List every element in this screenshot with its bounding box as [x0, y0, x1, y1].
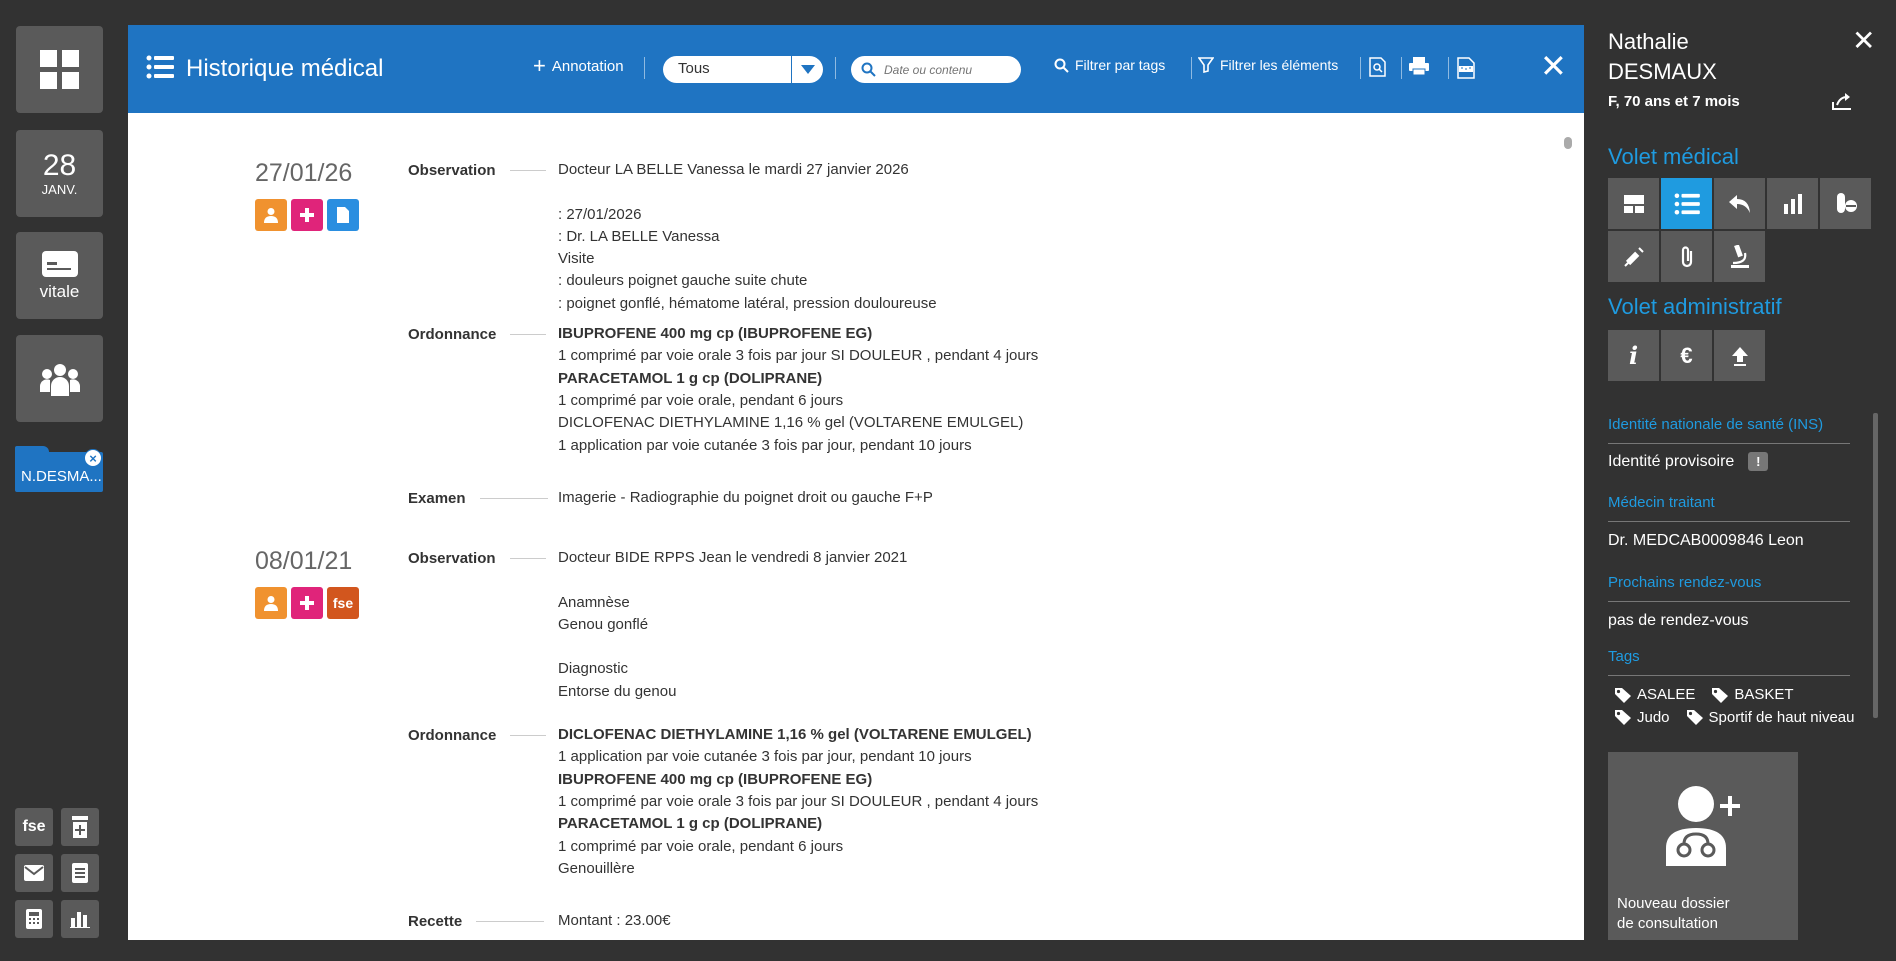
ins-row: [1608, 452, 1768, 471]
upload-arrow-icon: [1731, 346, 1749, 366]
close-patient-tab-icon[interactable]: ×: [84, 449, 102, 467]
filter-tags-label: Filtrer par tags: [1075, 57, 1166, 73]
divider: [480, 498, 548, 499]
content-line: DICLOFENAC DIETHYLAMINE 1,16 % gel (VOLTARENE EMULGEL): [558, 414, 1024, 432]
volet-administratif-title: Volet administratif: [1608, 294, 1782, 319]
list-icon: [1674, 193, 1700, 215]
tag-item[interactable]: [1614, 709, 1670, 727]
patient-panel: [1596, 0, 1896, 961]
section-label: Ordonnance: [408, 326, 546, 343]
annotation-label: Annotation: [551, 57, 624, 75]
history-button[interactable]: [1661, 178, 1712, 229]
content-line: Genouillère: [558, 859, 635, 877]
close-icon[interactable]: ✕: [1852, 25, 1876, 56]
tag-label: ASALEE: [1637, 686, 1696, 704]
content-line: Imagerie - Radiographie du poignet droit ou gauche F+P: [558, 488, 933, 506]
content-line: 1 comprimé par voie orale 3 fois par jour SI DOULEUR , pendant 4 jours: [558, 347, 1039, 365]
filter-elements-button[interactable]: [1198, 57, 1338, 73]
patients-button[interactable]: [16, 335, 103, 422]
documents-button[interactable]: [61, 854, 99, 892]
plus-icon[interactable]: [291, 587, 323, 619]
divider: [1608, 675, 1850, 676]
content-line: Montant : 23.00€: [558, 912, 671, 930]
content-line: PARACETAMOL 1 g cp (DOLIPRANE): [558, 369, 823, 387]
entry-icons: [255, 587, 359, 619]
agenda-date-button[interactable]: [16, 130, 103, 217]
history-timeline: [128, 113, 1584, 940]
tag-icon: [1614, 687, 1632, 703]
content-line: IBUPROFENE 400 mg cp (IBUPROFENE EG): [558, 770, 873, 788]
divider: [1191, 57, 1192, 79]
funnel-icon: [1198, 57, 1214, 73]
content-line: : Dr. LA BELLE Vanessa: [558, 227, 720, 245]
reply-icon: [1728, 194, 1752, 214]
vitale-label: vitale: [39, 281, 80, 301]
page-title: Historique médical: [186, 55, 384, 82]
grid-icon: [40, 50, 80, 90]
lab-button[interactable]: [1714, 231, 1765, 282]
tag-icon: [1614, 709, 1632, 725]
consultation-layout-button[interactable]: [1608, 178, 1659, 229]
filter-tags-button[interactable]: [1054, 57, 1165, 73]
search-icon: [861, 62, 876, 77]
document-list-icon: [72, 863, 88, 883]
divider: [1401, 57, 1402, 79]
section-content: [558, 547, 907, 703]
section-content: [558, 724, 1038, 880]
medecin-value: Dr. MEDCAB0009846 Leon: [1608, 532, 1804, 549]
filter-elements-label: Filtrer les éléments: [1220, 57, 1339, 73]
pdf-icon: [1456, 57, 1476, 79]
treatments-button[interactable]: [1820, 178, 1871, 229]
fse-button[interactable]: [15, 808, 53, 846]
content-line: DICLOFENAC DIETHYLAMINE 1,16 % gel (VOLTARENE EMULGEL): [558, 726, 1032, 744]
euro-icon: €: [1680, 342, 1693, 368]
vitale-button[interactable]: [16, 232, 103, 319]
info-button[interactable]: [1608, 330, 1659, 381]
divider: [1608, 601, 1850, 602]
divider: [835, 57, 836, 79]
search-icon: [1054, 58, 1069, 73]
divider: [1608, 443, 1850, 444]
content-line: [558, 569, 907, 591]
tag-label: Judo: [1637, 708, 1670, 726]
patient-last-name: DESMAUX: [1608, 59, 1717, 84]
section-content: [558, 910, 671, 932]
tag-item[interactable]: [1614, 686, 1695, 704]
content-line: 1 application par voie cutanée 3 fois par jour, pendant 10 jours: [558, 748, 972, 766]
print-button[interactable]: [1408, 57, 1430, 75]
close-icon[interactable]: ✕: [1540, 48, 1567, 84]
panel-header: [128, 25, 1584, 113]
patient-info: F, 70 ans et 7 mois: [1608, 93, 1740, 110]
document-icon[interactable]: [327, 199, 359, 231]
section-label: Ordonnance: [408, 727, 546, 744]
left-sidebar: [0, 0, 118, 961]
content-line: 1 comprimé par voie orale, pendant 6 jours: [558, 837, 844, 855]
new-consultation-line1: Nouveau dossier: [1617, 895, 1730, 912]
content-line: 1 comprimé par voie orale 3 fois par jour SI DOULEUR , pendant 4 jours: [558, 792, 1039, 810]
tag-item[interactable]: [1686, 709, 1855, 727]
content-line: Visite: [558, 250, 595, 268]
section-label: Observation: [408, 162, 546, 179]
list-icon: [146, 55, 174, 79]
content-line: Entorse du genou: [558, 682, 677, 700]
content-line: Docteur BIDE RPPS Jean le vendredi 8 janvier 2021: [558, 549, 908, 566]
content-line: Diagnostic: [558, 660, 629, 678]
content-line: : douleurs poignet gauche suite chute: [558, 272, 808, 290]
scrollbar-thumb[interactable]: [1564, 137, 1572, 149]
annotation-button[interactable]: [533, 53, 624, 78]
pill-box-icon: [71, 816, 89, 838]
section-content: [558, 487, 933, 509]
plus-icon[interactable]: [291, 199, 323, 231]
section-content: [558, 323, 1038, 457]
paperclip-icon: [1679, 245, 1695, 269]
divider: [510, 735, 546, 736]
tag-label: BASKET: [1734, 686, 1794, 704]
ins-value: Identité provisoire: [1608, 452, 1735, 470]
patient-tab[interactable]: N.DESMA...: [15, 452, 103, 492]
filter-select[interactable]: [663, 56, 823, 83]
tag-icon: [1686, 709, 1704, 725]
info-icon: i: [1628, 341, 1639, 370]
divider: [510, 558, 546, 559]
ins-title[interactable]: Identité nationale de santé (INS): [1608, 416, 1824, 433]
share-icon[interactable]: [1832, 92, 1852, 110]
person-icon[interactable]: [255, 587, 287, 619]
reply-button[interactable]: [1714, 178, 1765, 229]
section-content: [558, 159, 937, 315]
bar-chart-icon: [70, 910, 90, 928]
mail-icon: [24, 865, 44, 881]
doctor-add-icon: [1664, 782, 1748, 866]
entry-date: 08/01/21: [255, 547, 353, 575]
content-line: [558, 636, 907, 658]
content-line: 1 comprimé par voie orale, pendant 6 jours: [558, 391, 844, 409]
tags-title[interactable]: Tags: [1608, 648, 1640, 665]
document-search-icon: [1369, 57, 1387, 77]
section-label: Observation: [408, 550, 546, 567]
fse-label: fse: [22, 818, 46, 835]
content-line: : poignet gonflé, hématome latéral, pression douloureuse: [558, 294, 937, 312]
fse-icon[interactable]: fse: [327, 587, 359, 619]
calculator-icon: [26, 909, 42, 929]
search-input[interactable]: [851, 56, 1021, 83]
charts-button[interactable]: [1767, 178, 1818, 229]
card-icon: [41, 250, 79, 278]
divider: [1360, 57, 1361, 79]
new-consultation-line2: de consultation: [1617, 915, 1718, 932]
section-label: Recette: [408, 913, 544, 930]
microscope-icon: [1729, 245, 1751, 269]
preview-button[interactable]: [1369, 57, 1387, 77]
mail-button[interactable]: [15, 854, 53, 892]
patient-first-name: Nathalie: [1608, 29, 1689, 54]
filter-select-value: Tous: [678, 60, 710, 77]
statistics-button[interactable]: [61, 900, 99, 938]
vaccines-button[interactable]: [1608, 231, 1659, 282]
tag-item[interactable]: [1711, 686, 1793, 704]
upload-button[interactable]: [1714, 330, 1765, 381]
tag-label: Sportif de haut niveau: [1708, 708, 1855, 726]
medecin-title[interactable]: Médecin traitant: [1608, 494, 1715, 511]
tag-icon: [1711, 687, 1729, 703]
pills-icon: [1834, 193, 1858, 215]
entry-date: 27/01/26: [255, 159, 353, 187]
divider: [1608, 521, 1850, 522]
content-line: PARACETAMOL 1 g cp (DOLIPRANE): [558, 815, 823, 833]
dashboard-button[interactable]: [16, 26, 103, 113]
warning-badge: !: [1748, 452, 1768, 471]
date-day: 28: [42, 149, 77, 182]
divider: [510, 334, 546, 335]
content-line: Anamnèse: [558, 593, 630, 611]
scrollbar[interactable]: [1873, 413, 1878, 718]
medical-history-panel: [128, 25, 1584, 940]
content-line: IBUPROFENE 400 mg cp (IBUPROFENE EG): [558, 325, 873, 343]
divider: [644, 57, 645, 79]
plus-icon: +: [533, 53, 546, 78]
export-pdf-button[interactable]: [1456, 57, 1476, 79]
rdv-value: pas de rendez-vous: [1608, 612, 1749, 629]
layout-icon: [1624, 195, 1644, 213]
bar-chart-icon: [1783, 194, 1803, 214]
printer-icon: [1408, 57, 1430, 75]
group-icon: [38, 362, 82, 396]
entry-icons: [255, 199, 359, 231]
content-line: Genou gonflé: [558, 615, 649, 633]
section-label: Examen: [408, 490, 548, 507]
new-consultation-button[interactable]: [1608, 752, 1798, 940]
person-icon[interactable]: [255, 199, 287, 231]
content-line: : 27/01/2026: [558, 205, 642, 223]
content-line: Docteur LA BELLE Vanessa le mardi 27 janvier 2026: [558, 161, 909, 178]
date-month: JANV.: [41, 182, 78, 197]
billing-button[interactable]: [1661, 330, 1712, 381]
content-line: 1 application par voie cutanée 3 fois par jour, pendant 10 jours: [558, 436, 972, 454]
calculator-button[interactable]: [15, 900, 53, 938]
rdv-title[interactable]: Prochains rendez-vous: [1608, 574, 1762, 591]
divider: [476, 921, 544, 922]
content-line: [558, 181, 937, 203]
medication-button[interactable]: [61, 808, 99, 846]
divider: [510, 170, 546, 171]
divider: [1448, 57, 1449, 79]
chevron-down-icon[interactable]: [791, 56, 823, 83]
attachments-button[interactable]: [1661, 231, 1712, 282]
syringe-icon: [1623, 246, 1645, 268]
volet-medical-title: Volet médical: [1608, 144, 1739, 169]
tags-list: [1614, 686, 1860, 726]
